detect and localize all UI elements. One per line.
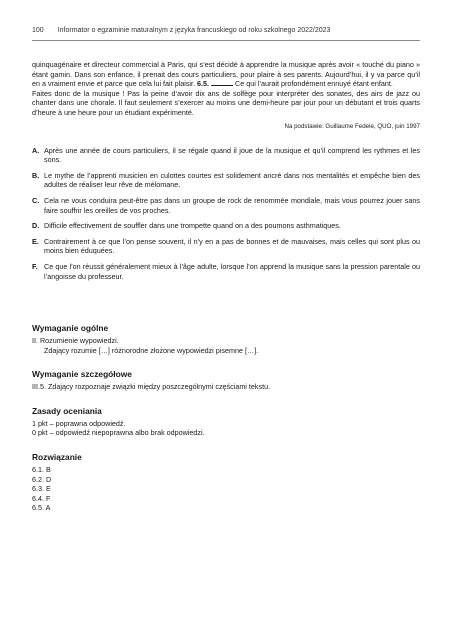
option-letter: F. [32, 261, 38, 271]
specific-requirement-section [32, 369, 420, 392]
page-header [32, 27, 420, 34]
solution-answer: 6.3. E [32, 484, 51, 494]
page-content [32, 60, 420, 513]
option-letter: B. [32, 170, 40, 180]
option-letter: C. [32, 195, 40, 205]
option-c [32, 196, 420, 215]
option-text: Difficile effectivement de souffler dans une trompette quand on a des poumons asthmatiques. [44, 221, 341, 231]
option-b [32, 171, 420, 190]
solution-answer: 6.4. F [32, 493, 51, 503]
general-requirement-detail: Zdający rozumie […] różnorodne złożone wypowiedzi pisemne […]. [44, 345, 259, 355]
option-f [32, 262, 420, 281]
solution-answer: 6.2. D [32, 474, 52, 484]
gap-blank [211, 85, 233, 86]
option-text: Ce que l’on réussit généralement mieux à l’âge adulte, lorsque l’on apprend la musique sans la pression parentale ou l’angoisse du professeur. [44, 261, 420, 281]
solution-answer: 6.5. A [32, 503, 51, 513]
specific-requirement-line: III.5. Zdający rozpoznaje związki między poszczególnymi częściami tekstu. [32, 382, 271, 392]
solution-heading: Rozwiązanie [32, 452, 82, 463]
option-letter: D. [32, 221, 40, 231]
option-a [32, 146, 420, 165]
general-requirement-line: II. Rozumienie wypowiedzi. [32, 336, 119, 346]
header-divider [32, 40, 420, 41]
specific-requirement-heading: Wymaganie szczegółowe [32, 369, 132, 380]
option-text: Après une année de cours particuliers, il se régale quand il joue de la musique et qu’il comprend les rythmes et les sons. [44, 145, 420, 165]
scoring-line-incorrect: 0 pkt – odpowiedź niepoprawna albo brak odpowiedzi. [32, 428, 205, 438]
gap-number: 6.5. [197, 79, 210, 89]
option-e [32, 237, 420, 256]
option-d [32, 221, 420, 231]
option-text: Le mythe de l’apprenti musicien en culottes courtes est solidement ancré dans nos mentalités et empêche bien des adultes de réaliser leur rêve de mélomane. [44, 170, 420, 190]
general-requirement-heading: Wymaganie ogólne [32, 323, 109, 334]
option-letter: A. [32, 145, 40, 155]
paragraph-1-start: quinquagénaire et directeur commercial à Paris, qui s’est décidé à apprendre la musique après avoir « touché du piano » étant gamin. Dans son enfance, il prenait des cours particuliers, pour plaire à ses parents. Aujourd’hui, il y va parce qu’il en a vraiment envie et parce que cela lui fait plaisir. [32, 60, 420, 89]
source-citation: Na podstawie: Guillaume Fedele, QUO, juin 1997 [284, 122, 420, 130]
text-paragraph-1 [32, 60, 420, 89]
answer-options [32, 146, 420, 282]
option-text: Cela ne vous conduira peut-être pas dans un groupe de rock de renommée mondiale, mais vous pourrez jouer sans faire souffrir les oreilles de vos proches. [44, 195, 420, 215]
option-text: Contrairement à ce que l’on pense souvent, il n’y en a pas de bonnes et de mauvaises, mais celles qui sont plus ou moins bien éduquées. [44, 236, 420, 256]
page-number: 100 [32, 27, 44, 34]
scoring-heading: Zasady oceniania [32, 405, 102, 416]
scoring-line-correct: 1 pkt – poprawna odpowiedź. [32, 418, 126, 428]
general-requirement-section [32, 323, 420, 355]
scoring-section [32, 406, 420, 438]
option-letter: E. [32, 236, 39, 246]
solution-section [32, 452, 420, 513]
text-paragraph-2: Faites donc de la musique ! Pas la peine d’avoir dix ans de solfège pour interpréter des sonates, des airs de jazz ou chanter dans une chorale. Il faut seulement s’exercer au moins une demi-heure par jour pour un débutant et trois quarts d’heure à une heure pour un étudiant expérimenté. [32, 88, 420, 117]
solution-answer: 6.1. B [32, 465, 51, 475]
paragraph-1-end: Ce qui l’aurait profondément ennuyé étant enfant. [235, 79, 393, 89]
header-title: Informator o egzaminie maturalnym z języka francuskiego od roku szkolnego 2022/2023 [57, 27, 331, 34]
